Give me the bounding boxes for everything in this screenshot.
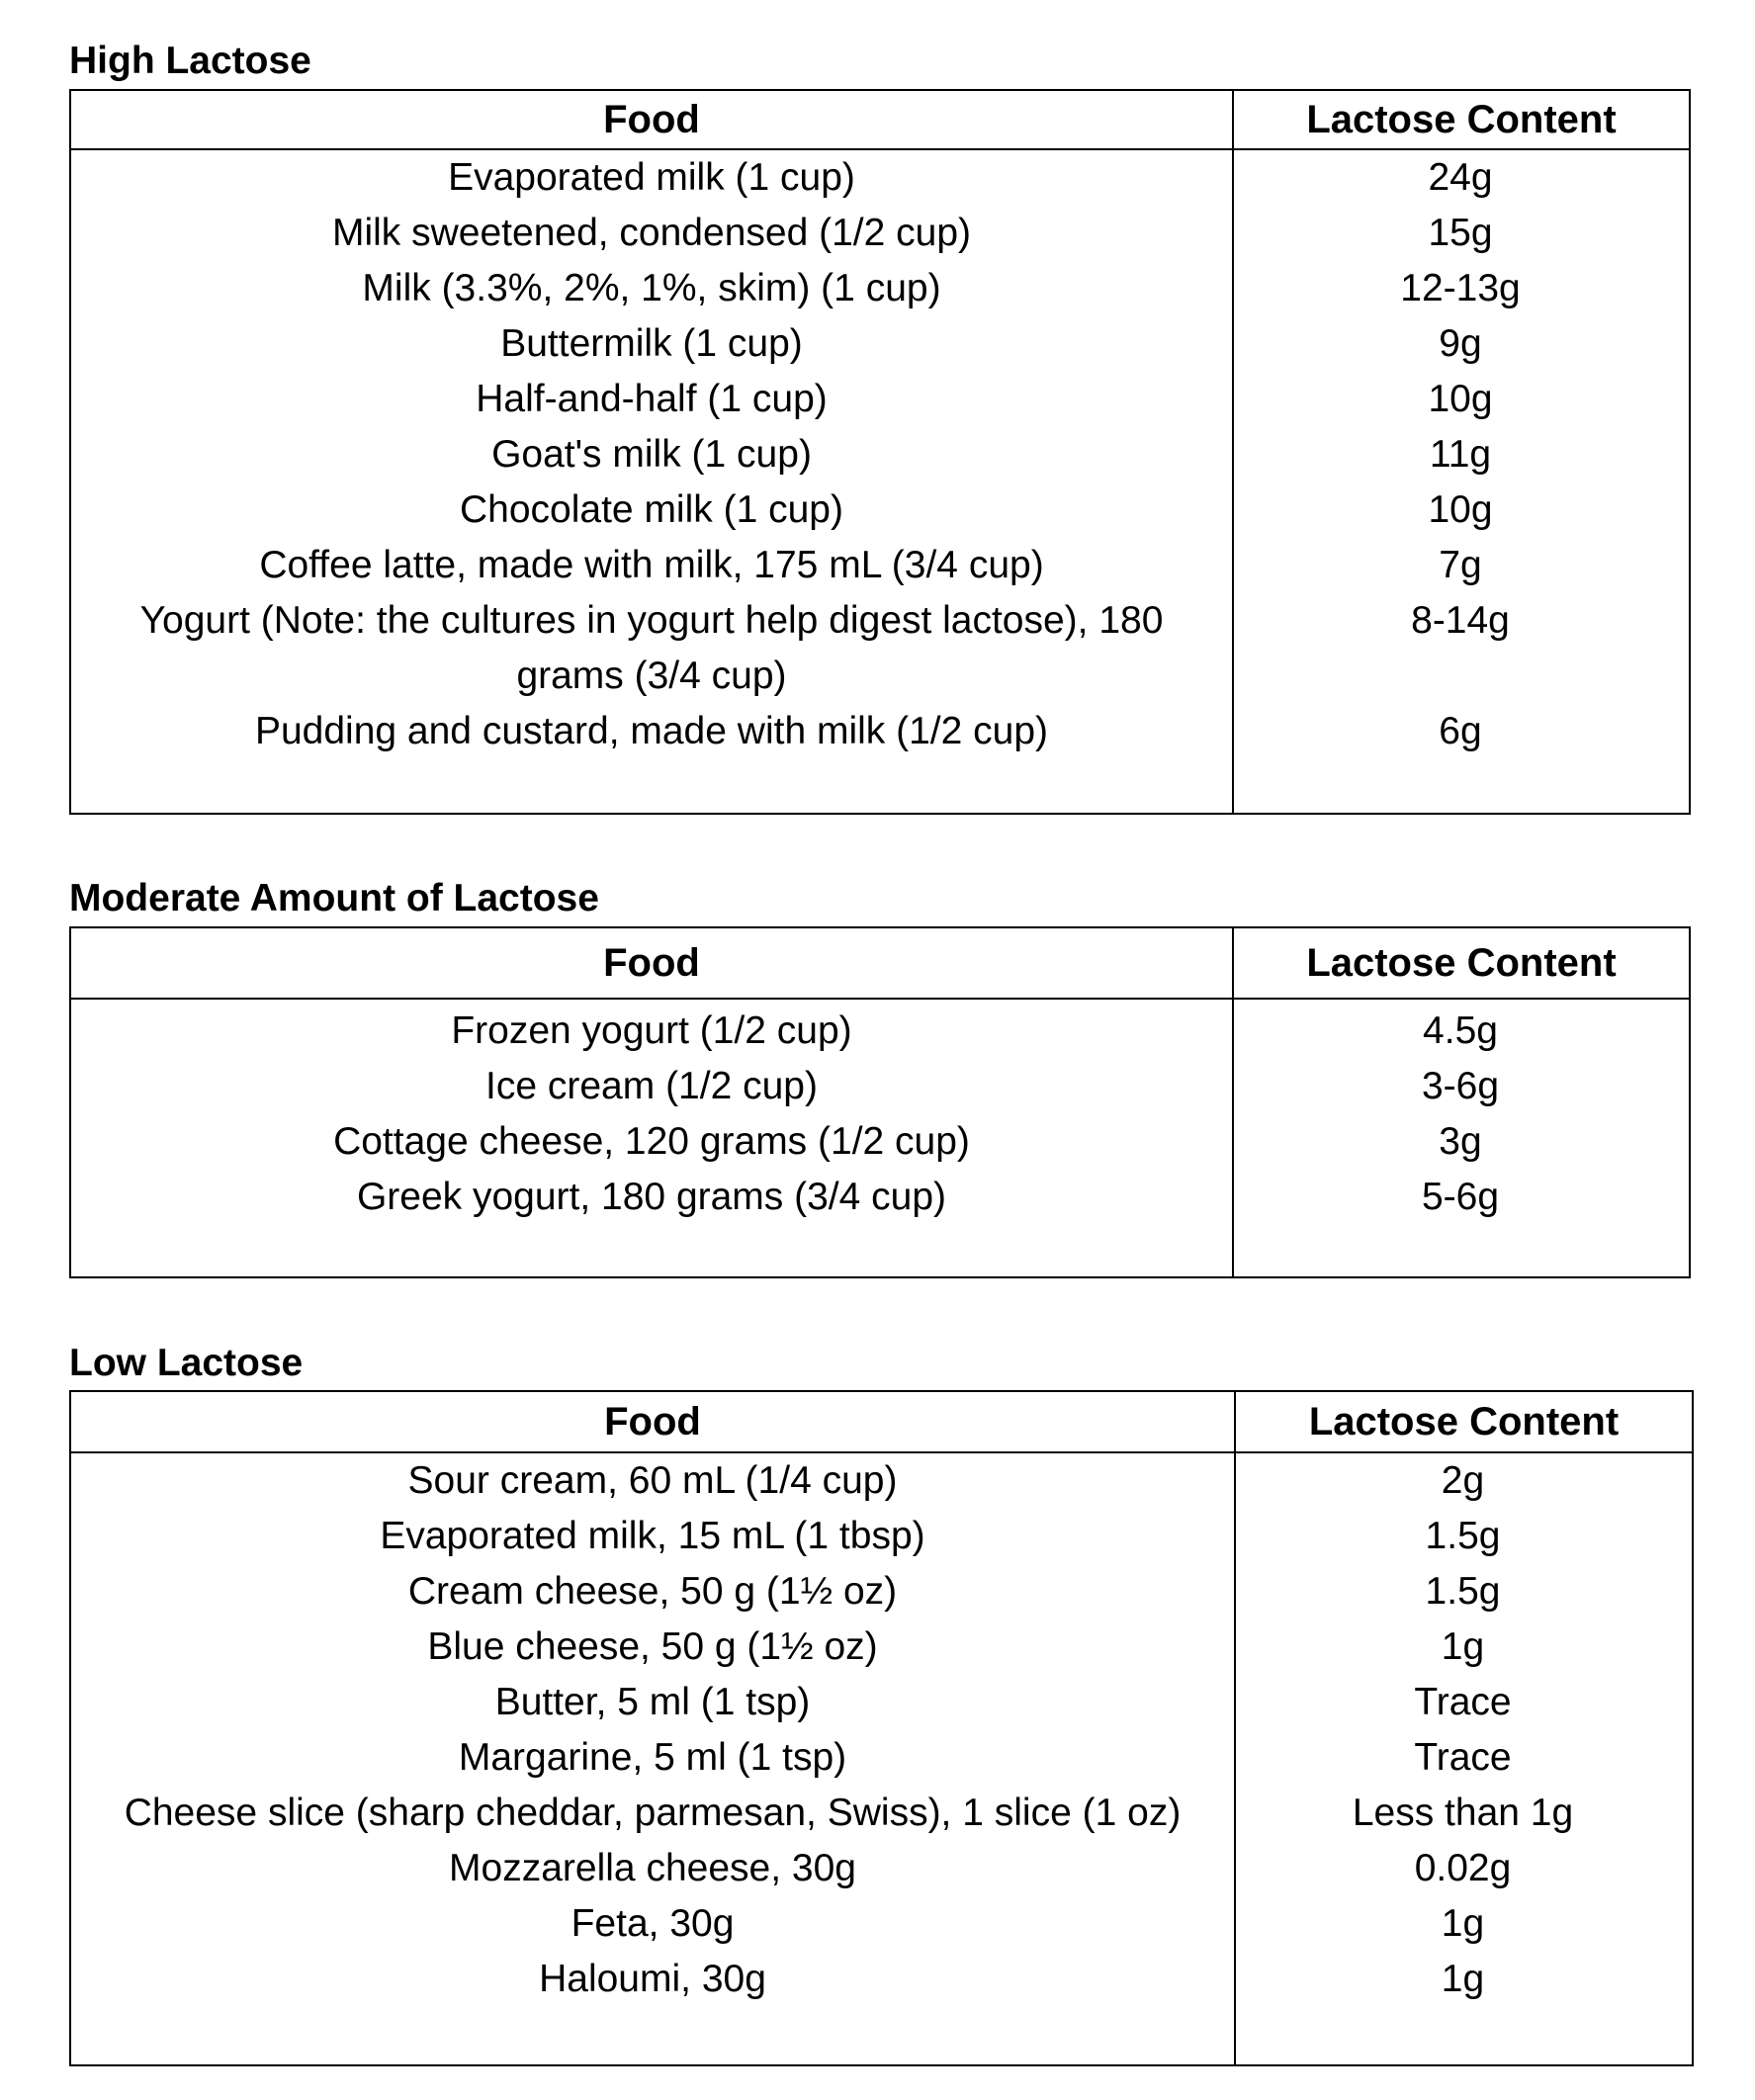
- lactose-content-cell: 9g: [1439, 322, 1482, 365]
- food-cell: Pudding and custard, made with milk (1/2 cup): [254, 710, 1049, 752]
- table-row: [71, 1675, 1692, 1730]
- table-row: [71, 1564, 1692, 1619]
- lactose-content-cell: 8-14g: [1411, 599, 1510, 642]
- food-cell: Ice cream (1/2 cup): [485, 1065, 818, 1107]
- food-cell: Greek yogurt, 180 grams (3/4 cup): [356, 1176, 947, 1218]
- table-row: [71, 538, 1689, 593]
- column-header-food: Food: [603, 97, 700, 141]
- food-cell: Evaporated milk, 15 mL (1 tbsp): [380, 1515, 925, 1557]
- section-title-low-lactose: Low Lactose: [69, 1342, 304, 1384]
- lactose-content-cell: 4.5g: [1423, 1009, 1498, 1052]
- table-row: [71, 1896, 1692, 1952]
- section-title-high-lactose: High Lactose: [69, 40, 311, 82]
- lactose-content-cell: 12-13g: [1400, 267, 1521, 309]
- food-cell: Yogurt (Note: the cultures in yogurt help digest lactose), 180 grams (3/4 cup): [139, 599, 1164, 697]
- food-cell: Milk sweetened, condensed (1/2 cup): [331, 212, 972, 254]
- food-cell: Buttermilk (1 cup): [500, 322, 803, 365]
- food-cell: Chocolate milk (1 cup): [460, 488, 843, 531]
- table-row: [71, 1509, 1692, 1564]
- table-row: [71, 1059, 1689, 1114]
- table-header: [71, 1392, 1692, 1453]
- table-row: [71, 1952, 1692, 2007]
- lactose-content-cell: 6g: [1439, 710, 1482, 752]
- column-header-lactose-content: Lactose Content: [1306, 940, 1617, 985]
- table-row: [71, 1114, 1689, 1170]
- food-cell: Goat's milk (1 cup): [491, 433, 812, 476]
- lactose-content-cell: 24g: [1428, 156, 1493, 199]
- lactose-content-cell: 3g: [1439, 1120, 1482, 1163]
- lactose-content-cell: Less than 1g: [1352, 1792, 1574, 1834]
- table-row: [71, 1170, 1689, 1225]
- lactose-content-cell: 15g: [1428, 212, 1493, 254]
- table-header: [71, 928, 1689, 1000]
- column-header-food: Food: [603, 940, 700, 985]
- lactose-content-cell: 1.5g: [1425, 1515, 1501, 1557]
- lactose-content-cell: 10g: [1428, 378, 1493, 420]
- food-cell: Cream cheese, 50 g (1½ oz): [407, 1570, 898, 1613]
- food-cell: Cheese slice (sharp cheddar, parmesan, Swiss), 1 slice (1 oz): [124, 1792, 1182, 1834]
- lactose-content-cell: Trace: [1414, 1681, 1512, 1723]
- food-cell: Butter, 5 ml (1 tsp): [494, 1681, 811, 1723]
- table-row: [71, 593, 1689, 704]
- food-cell: Evaporated milk (1 cup): [448, 156, 855, 199]
- column-header-food: Food: [604, 1399, 701, 1444]
- lactose-content-cell: 1g: [1441, 1958, 1485, 2000]
- section-title-moderate-lactose: Moderate Amount of Lactose: [69, 877, 599, 919]
- table-row: [71, 206, 1689, 261]
- table-row: [71, 1453, 1692, 1509]
- lactose-content-cell: Trace: [1414, 1736, 1512, 1779]
- table-row: [71, 1841, 1692, 1896]
- table-row: [71, 1786, 1692, 1841]
- lactose-content-cell: 7g: [1439, 544, 1482, 586]
- lactose-content-cell: 1g: [1441, 1902, 1485, 1945]
- table-row: [71, 482, 1689, 538]
- food-cell: Blue cheese, 50 g (1½ oz): [427, 1625, 878, 1668]
- lactose-content-cell: 2g: [1441, 1459, 1485, 1502]
- table-body: [71, 150, 1689, 759]
- lactose-content-cell: 3-6g: [1421, 1065, 1500, 1107]
- food-cell: Cottage cheese, 120 grams (1/2 cup): [333, 1120, 970, 1163]
- table-moderate-lactose: [69, 926, 1691, 1278]
- food-cell: Feta, 30g: [570, 1902, 735, 1945]
- table-row: [71, 261, 1689, 316]
- food-cell: Mozzarella cheese, 30g: [449, 1847, 856, 1889]
- table-high-lactose: [69, 89, 1691, 815]
- table-row: [71, 1619, 1692, 1675]
- table-row: [71, 1004, 1689, 1059]
- lactose-content-cell: 1g: [1441, 1625, 1485, 1668]
- table-row: [71, 316, 1689, 372]
- table-row: [71, 704, 1689, 759]
- lactose-content-cell: 11g: [1429, 433, 1492, 476]
- table-row: [71, 372, 1689, 427]
- table-header: [71, 91, 1689, 150]
- table-row: [71, 427, 1689, 482]
- food-cell: Margarine, 5 ml (1 tsp): [458, 1736, 847, 1779]
- food-cell: Coffee latte, made with milk, 175 mL (3/4 cup): [259, 544, 1044, 586]
- table-row: [71, 1730, 1692, 1786]
- column-header-lactose-content: Lactose Content: [1308, 1399, 1620, 1444]
- lactose-content-cell: 5-6g: [1421, 1176, 1500, 1218]
- table-low-lactose: [69, 1390, 1694, 2066]
- lactose-content-cell: 0.02g: [1414, 1847, 1512, 1889]
- food-cell: Haloumi, 30g: [539, 1958, 766, 2000]
- food-cell: Sour cream, 60 mL (1/4 cup): [407, 1459, 898, 1502]
- food-cell: Frozen yogurt (1/2 cup): [451, 1009, 852, 1052]
- lactose-content-cell: 10g: [1428, 488, 1493, 531]
- table-body: [71, 1453, 1692, 2007]
- column-header-lactose-content: Lactose Content: [1306, 97, 1617, 141]
- table-body: [71, 1004, 1689, 1225]
- lactose-content-cell: 1.5g: [1425, 1570, 1501, 1613]
- food-cell: Milk (3.3%, 2%, 1%, skim) (1 cup): [362, 267, 941, 309]
- food-cell: Half-and-half (1 cup): [476, 378, 828, 420]
- table-row: [71, 150, 1689, 206]
